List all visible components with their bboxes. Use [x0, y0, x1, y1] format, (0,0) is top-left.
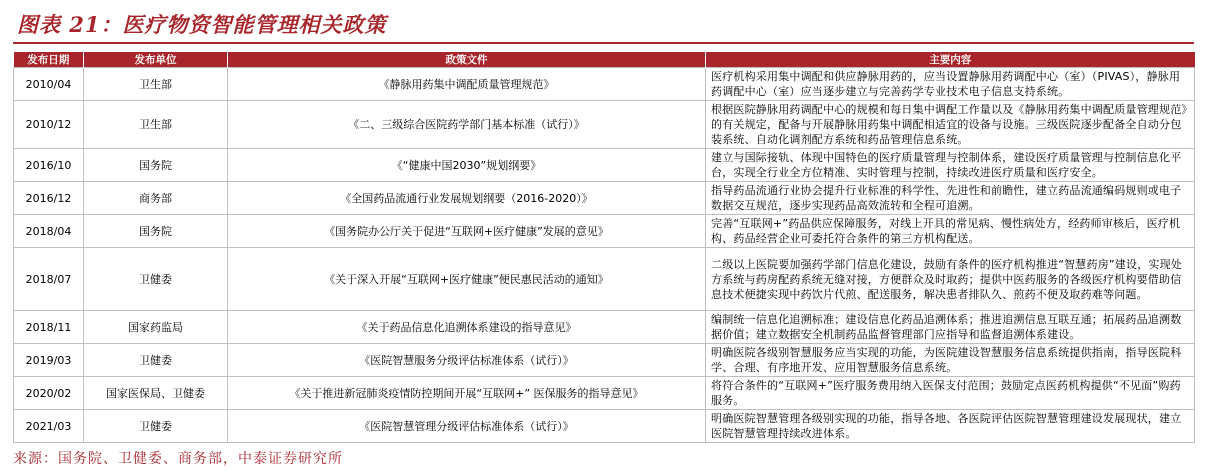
cell-doc: 《关于推进新冠肺炎疫情防控期间开展“互联网+” 医保服务的指导意见》 [228, 377, 706, 410]
header-date: 发布日期 [14, 52, 84, 68]
cell-date: 2016/10 [14, 149, 84, 182]
cell-content: 明确医院智慧管理各级别实现的功能，指导各地、各医院评估医院智慧管理建设发展现状，建立医院智慧管理持续改进体系。 [706, 410, 1195, 443]
cell-doc: 《二、三级综合医院药学部门基本标准（试行）》 [228, 101, 706, 149]
cell-date: 2018/11 [14, 311, 84, 344]
cell-doc: 《全国药品流通行业发展规划纲要（2016-2020）》 [228, 182, 706, 215]
cell-doc: 《医院智慧服务分级评估标准体系（试行）》 [228, 344, 706, 377]
table-row [14, 68, 1195, 101]
table-row [14, 101, 1195, 149]
figure-title: 图表 21：医疗物资智能管理相关政策 [17, 12, 387, 37]
cell-content: 明确医院各级别智慧服务应当实现的功能，为医院建设智慧服务信息系统提供指南，指导医院科学、合理、有序地开发、应用智慧服务信息系统。 [706, 344, 1195, 377]
cell-doc: 《“健康中国2030”规划纲要》 [228, 149, 706, 182]
cell-doc: 《关于药品信息化追溯体系建设的指导意见》 [228, 311, 706, 344]
cell-content: 指导药品流通行业协会提升行业标准的科学性、先进性和前瞻性，建立药品流通编码规则或电子数据交互规范，逐步实现药品高效流转和全程可追溯。 [706, 182, 1195, 215]
table-row [14, 215, 1195, 248]
cell-unit: 国务院 [84, 149, 228, 182]
cell-content: 根据医院静脉用药调配中心的规模和每日集中调配工作量以及《静脉用药集中调配质量管理规范》的有关规定，配备与开展静脉用药集中调配相适宜的设备与设施。三级医院逐步配备全自动分包装系统、自动化调剂配方系统和药品管理信息系统。 [706, 101, 1195, 149]
cell-unit: 国家医保局、卫健委 [84, 377, 228, 410]
cell-unit: 国家药监局 [84, 311, 228, 344]
cell-doc: 《国务院办公厅关于促进“互联网+医疗健康”发展的意见》 [228, 215, 706, 248]
cell-date: 2019/03 [14, 344, 84, 377]
cell-unit: 卫健委 [84, 248, 228, 311]
cell-doc: 《医院智慧管理分级评估标准体系（试行）》 [228, 410, 706, 443]
cell-date: 2010/04 [14, 68, 84, 101]
table-row [14, 182, 1195, 215]
header-unit: 发布单位 [84, 52, 228, 68]
table-row [14, 311, 1195, 344]
cell-content: 编制统一信息化追溯标准；建设信息化药品追溯体系；推进追溯信息互联互通；拓展药品追溯数据价值；建立数据安全机制药品监督管理部门应指导和监督追溯体系建设。 [706, 311, 1195, 344]
cell-date: 2010/12 [14, 101, 84, 149]
header-content: 主要内容 [706, 52, 1195, 68]
table-row [14, 149, 1195, 182]
table-row [14, 377, 1195, 410]
cell-date: 2018/07 [14, 248, 84, 311]
cell-date: 2016/12 [14, 182, 84, 215]
cell-content: 将符合条件的“互联网+”医疗服务费用纳入医保支付范围；鼓励定点医药机构提供“不见面”购药服务。 [706, 377, 1195, 410]
cell-content: 二级以上医院要加强药学部门信息化建设，鼓励有条件的医疗机构推进“智慧药房”建设，实现处方系统与药房配药系统无缝对接，方便群众及时取药；提供中医药服务的各级医疗机构要借助信息技术便捷实现中药饮片代煎、配送服务，解决患者排队久、煎药不便及取药难等问题。 [706, 248, 1195, 311]
cell-content: 建立与国际接轨、体现中国特色的医疗质量管理与控制体系，建设医疗质量管理与控制信息化平台，实现全行业全方位精准、实时管理与控制，持续改进医疗质量和医疗安全。 [706, 149, 1195, 182]
table-row [14, 344, 1195, 377]
source-note: 来源：国务院、卫健委、商务部，中泰证券研究所 [13, 451, 343, 467]
cell-doc: 《关于深入开展“互联网+医疗健康”便民惠民活动的通知》 [228, 248, 706, 311]
table-header-row [14, 52, 1195, 68]
table-row [14, 410, 1195, 443]
cell-unit: 卫健委 [84, 410, 228, 443]
cell-date: 2018/04 [14, 215, 84, 248]
cell-content: 医疗机构采用集中调配和供应静脉用药的，应当设置静脉用药调配中心（室）（PIVAS），静脉用药调配中心（室）应当逐步建立与完善药学专业技术电子信息支持系统。 [706, 68, 1195, 101]
cell-date: 2020/02 [14, 377, 84, 410]
cell-date: 2021/03 [14, 410, 84, 443]
table-row [14, 248, 1195, 311]
header-doc: 政策文件 [228, 52, 706, 68]
cell-unit: 商务部 [84, 182, 228, 215]
cell-unit: 卫生部 [84, 101, 228, 149]
policy-table [13, 52, 1195, 443]
cell-unit: 国务院 [84, 215, 228, 248]
title-bar [13, 10, 1194, 44]
cell-unit: 卫健委 [84, 344, 228, 377]
cell-content: 完善“互联网+”药品供应保障服务，对线上开具的常见病、慢性病处方，经药师审核后，医疗机构、药品经营企业可委托符合条件的第三方机构配送。 [706, 215, 1195, 248]
cell-unit: 卫生部 [84, 68, 228, 101]
cell-doc: 《静脉用药集中调配质量管理规范》 [228, 68, 706, 101]
